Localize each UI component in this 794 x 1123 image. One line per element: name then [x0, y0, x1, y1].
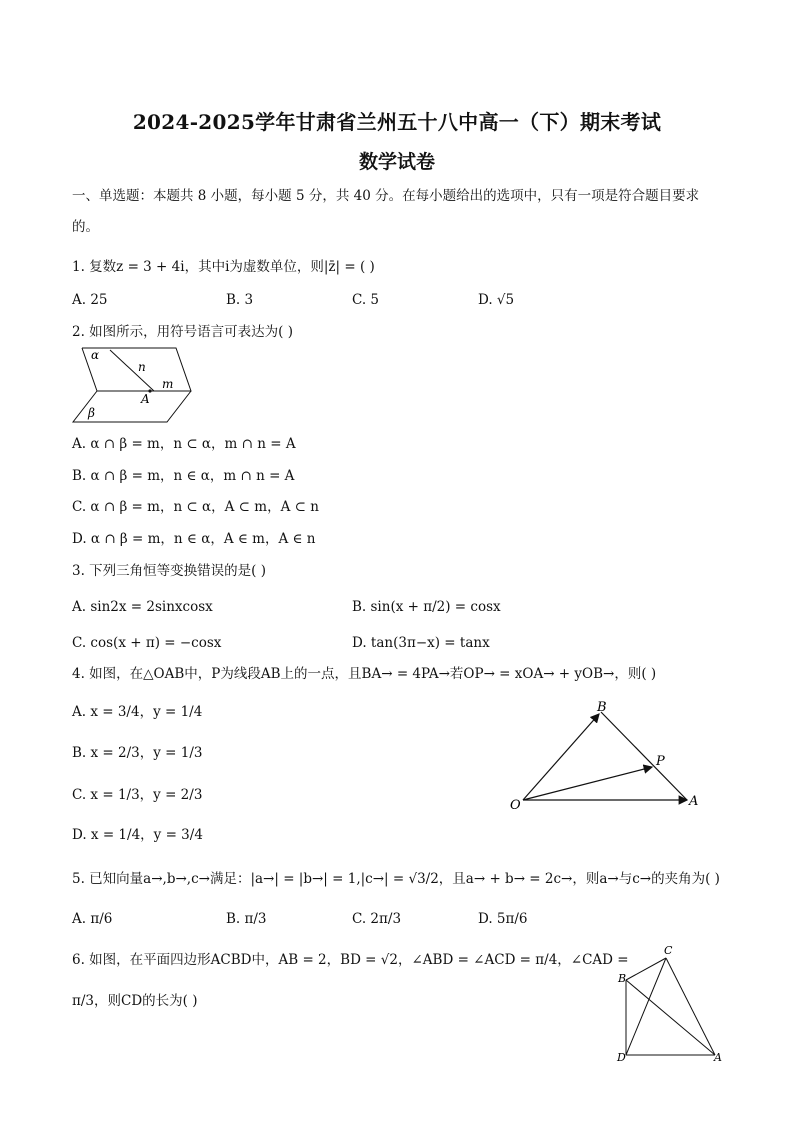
q5-stem: 5. 已知向量a→,b→,c→满足：|a→| = |b→| = 1,|c→| = √3/2，且a→ + b→ = 2c→，则a→与c→的夹角为( ): [72, 871, 720, 887]
q1-option-a: A. 25: [72, 292, 108, 308]
section-instruction-line1: 一、单选题：本题共 8 小题，每小题 5 分，共 40 分。在每小题给出的选项中，只有一项是符合题目要求: [72, 188, 700, 204]
label-A: A: [141, 392, 150, 406]
segment-ab: [601, 712, 687, 800]
q4-stem: 4. 如图，在△OAB中，P为线段AB上的一点，且BA→ = 4PA→若OP→ = xOA→ + yOB→，则( ): [72, 666, 657, 682]
vector-op: [523, 767, 652, 800]
q6-stem-line1: 6. 如图，在平面四边形ACBD中，AB = 2，BD = √2，∠ABD = ∠ACD = π/4，∠CAD =: [72, 952, 629, 968]
label-D: D: [617, 1051, 626, 1064]
section-instruction-line2: 的。: [72, 219, 99, 235]
segment-ba: [626, 980, 715, 1055]
label-beta: β: [88, 406, 95, 420]
q1-option-b: B. 3: [226, 292, 254, 308]
q1-option-d: D. √5: [478, 292, 515, 308]
q5-option-d: D. 5π/6: [478, 911, 528, 927]
q5-option-a: A. π/6: [72, 911, 113, 927]
vector-ob: [523, 714, 599, 800]
label-alpha: α: [91, 348, 100, 362]
q3-option-c: C. cos(x + π) = −cosx: [72, 635, 222, 651]
q2-option-a: A. α ∩ β = m，n ⊂ α，m ∩ n = A: [72, 436, 296, 452]
q5-option-c: C. 2π/3: [352, 911, 402, 927]
label-A: A: [689, 794, 699, 809]
label-C: C: [664, 944, 673, 957]
q2-option-d: D. α ∩ β = m，n ∈ α，A ∈ m，A ∈ n: [72, 531, 316, 547]
exam-subtitle: 数学试卷: [358, 151, 435, 173]
q5-option-b: B. π/3: [226, 911, 267, 927]
label-B: B: [618, 972, 627, 985]
label-A: A: [714, 1051, 722, 1064]
q3-stem: 3. 下列三角恒等变换错误的是( ): [72, 563, 266, 579]
q1-stem: 1. 复数z = 3 + 4i，其中i为虚数单位，则|z̄| = ( ): [72, 259, 375, 275]
segment-bc: [626, 958, 666, 980]
q1-option-c: C. 5: [352, 292, 380, 308]
q4-triangle-figure: [505, 695, 705, 815]
q3-option-d: D. tan(3π−x) = tanx: [352, 635, 490, 651]
line-n: [110, 350, 154, 391]
segment-dc: [626, 958, 666, 1055]
q6-stem-line2: π/3，则CD的长为( ): [72, 993, 198, 1009]
label-B: B: [597, 700, 607, 715]
q2-planes-figure: [70, 344, 195, 424]
label-n: n: [138, 360, 146, 374]
q4-option-c: C. x = 1/3，y = 2/3: [72, 787, 203, 803]
q4-option-a: A. x = 3/4，y = 1/4: [72, 704, 203, 720]
label-O: O: [510, 798, 521, 813]
q3-option-a: A. sin2x = 2sinxcosx: [72, 599, 213, 615]
q2-option-b: B. α ∩ β = m，n ∈ α，m ∩ n = A: [72, 468, 295, 484]
q2-option-c: C. α ∩ β = m，n ⊂ α，A ⊂ m，A ⊂ n: [72, 499, 319, 515]
exam-title: 2024-2025学年甘肃省兰州五十八中高一（下）期末考试: [132, 110, 662, 134]
q4-option-b: B. x = 2/3，y = 1/3: [72, 745, 203, 761]
q3-option-b: B. sin(x + π/2) = cosx: [352, 599, 501, 615]
q4-option-d: D. x = 1/4，y = 3/4: [72, 827, 203, 843]
segment-ca: [666, 958, 715, 1055]
q6-quadrilateral-figure: [612, 940, 732, 1065]
q2-stem: 2. 如图所示，用符号语言可表达为( ): [72, 324, 293, 340]
label-P: P: [656, 754, 665, 769]
label-m: m: [162, 377, 174, 391]
